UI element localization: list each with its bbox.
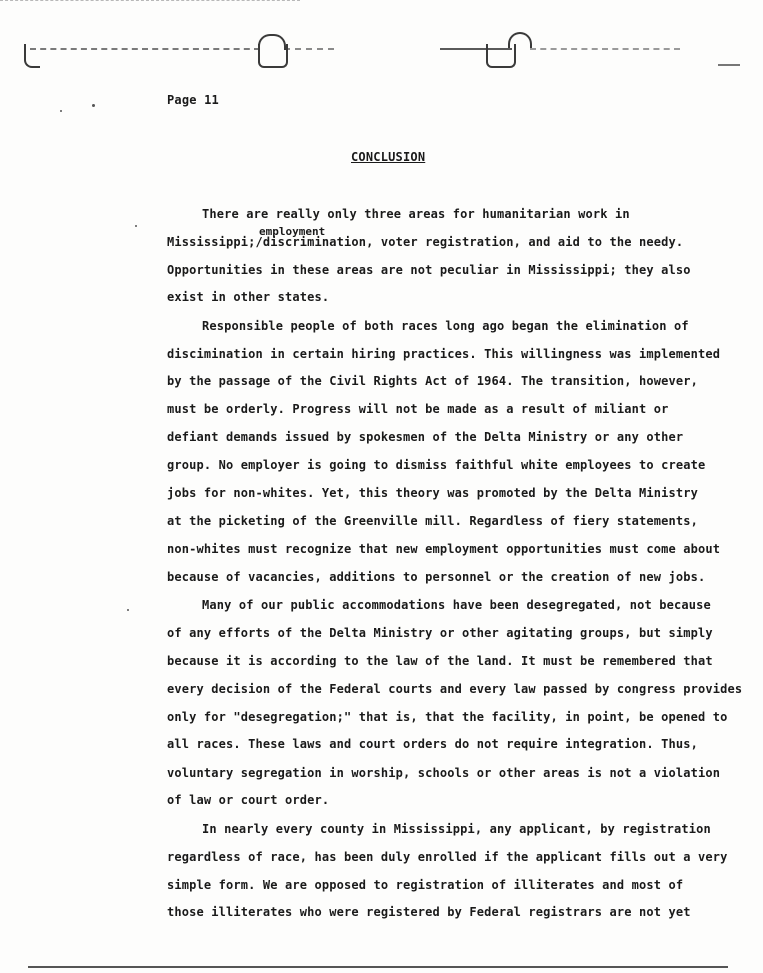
page-number: Page 11	[167, 93, 219, 107]
text-line: all races. These laws and court orders do not require integration. Thus,	[167, 737, 698, 751]
text-line: exist in other states.	[167, 290, 330, 304]
binder-mark	[30, 48, 260, 50]
text-line: at the picketing of the Greenville mill. Regardless of fiery statements,	[167, 514, 698, 528]
text-line: simple form. We are opposed to registration of illiterates and most of	[167, 878, 684, 892]
punch-hole-arc	[258, 34, 286, 50]
binder-mark	[530, 48, 680, 50]
text-line: Many of our public accommodations have been desegregated, not because	[202, 598, 711, 612]
punch-hole-arc	[508, 32, 532, 48]
text-line: non-whites must recognize that new employment opportunities must come about	[167, 542, 721, 556]
text-line: defiant demands issued by spokesmen of the Delta Ministry or any other	[167, 430, 684, 444]
text-line: only for "desegregation;" that is, that the facility, in point, be opened to	[167, 710, 728, 724]
text-line: by the passage of the Civil Rights Act of 1964. The transition, however,	[167, 374, 698, 388]
scan-speck	[60, 110, 62, 112]
text-line: must be orderly. Progress will not be made as a result of miliant or	[167, 402, 669, 416]
text-line: There are really only three areas for humanitarian work in	[202, 207, 630, 221]
text-line: discimination in certain hiring practices. This willingness was implemented	[167, 347, 721, 361]
text-line: because of vacancies, additions to personnel or the creation of new jobs.	[167, 570, 706, 584]
text-line: Opportunities in these areas are not peculiar in Mississippi; they also	[167, 263, 691, 277]
scan-dashed-edge	[0, 0, 300, 1]
text-line: In nearly every county in Mississippi, any applicant, by registration	[202, 822, 711, 836]
text-line: Mississippi;/discrimination, voter registration, and aid to the needy.	[167, 235, 684, 249]
text-line: Responsible people of both races long ago began the elimination of	[202, 319, 689, 333]
scan-speck	[92, 104, 95, 107]
text-line: group. No employer is going to dismiss faithful white employees to create	[167, 458, 706, 472]
text-line: every decision of the Federal courts and every law passed by congress provides	[167, 682, 743, 696]
scan-speck	[135, 225, 137, 227]
handwritten-insertion: employment	[259, 225, 326, 238]
text-line: regardless of race, has been duly enrolled if the applicant fills out a very	[167, 850, 728, 864]
scan-speck	[127, 609, 129, 611]
section-heading: CONCLUSION	[351, 150, 426, 164]
punch-hole-mark	[24, 44, 40, 68]
text-line: voluntary segregation in worship, schools or other areas is not a violation	[167, 766, 721, 780]
edge-mark	[718, 64, 740, 66]
bottom-edge-rule	[28, 966, 728, 968]
text-line: of law or court order.	[167, 793, 330, 807]
binder-mark	[284, 48, 334, 50]
text-line: those illiterates who were registered by Federal registrars are not yet	[167, 905, 691, 919]
text-line: of any efforts of the Delta Ministry or other agitating groups, but simply	[167, 626, 713, 640]
text-line: jobs for non-whites. Yet, this theory was promoted by the Delta Ministry	[167, 486, 698, 500]
text-line: because it is according to the law of the land. It must be remembered that	[167, 654, 713, 668]
